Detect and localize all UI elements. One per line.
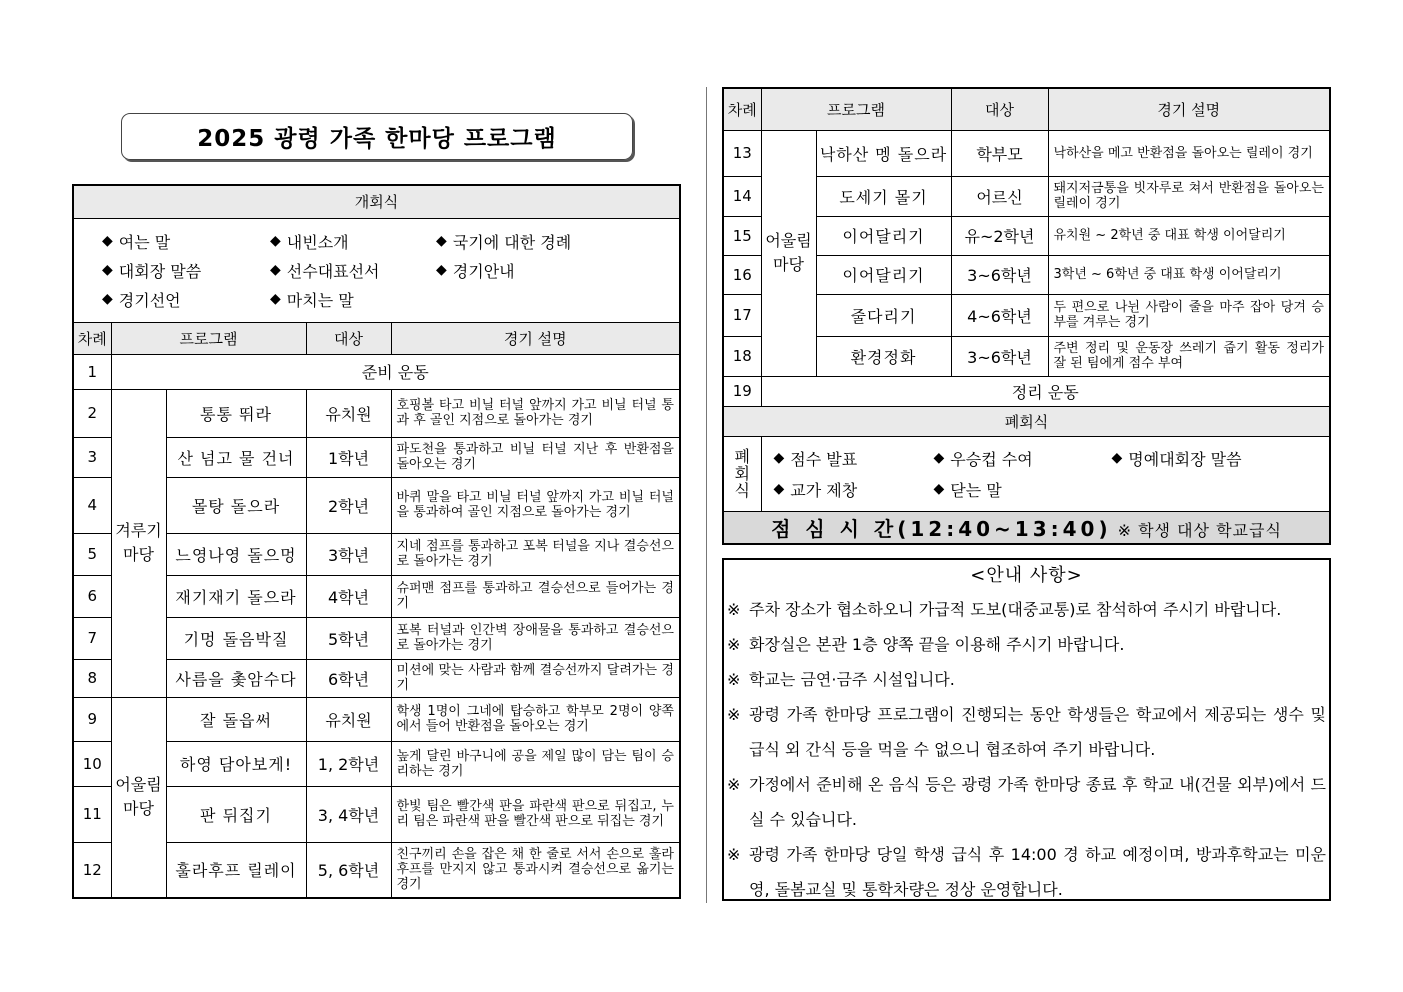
program-name: 산 넘고 물 건너: [166, 437, 306, 477]
target-group: 4~6학년: [951, 294, 1048, 336]
col-header-order: 차례: [73, 322, 111, 354]
program-name: 낙하산 멩 돌으라: [816, 130, 951, 176]
opening-heading: 개회식: [73, 185, 680, 218]
row-number: 6: [73, 575, 111, 617]
diamond-icon: ◆: [102, 262, 113, 278]
row-number: 17: [723, 294, 761, 336]
lunch-banner: [723, 511, 1330, 544]
diamond-icon: ◆: [933, 450, 945, 466]
cooldown-label: 정리 운동: [761, 376, 1330, 406]
game-description: 포복 터널과 인간벽 장애물을 통과하고 결승선으로 돌아가는 경기: [391, 617, 680, 659]
program-name: 몰탕 돌으라: [166, 477, 306, 533]
column-divider: [706, 87, 707, 903]
closing-heading: 폐회식: [723, 406, 1330, 436]
opening-item: ◆ 선수대표선서: [270, 261, 380, 281]
game-description: 호핑볼 타고 비닐 터널 앞까지 가고 비닐 터널 통과 후 골인 지점으로 돌아가는 경기: [391, 389, 680, 437]
closing-item: ◆ 교가 제창: [773, 480, 858, 500]
closing-item: ◆ 우승컵 수여: [933, 449, 1033, 469]
notice-item: ※ 광령 가족 한마당 프로그램이 진행되는 동안 학생들은 학교에서 제공되는 생수 및 급식 외 간식 등을 먹을 수 없으니 협조하여 주기 바랍니다.: [727, 705, 1326, 759]
opening-heading-row: [73, 185, 680, 218]
col-header-description: 경기 설명: [1048, 88, 1330, 130]
group-label-gyeorugi: 겨루기 마당: [111, 389, 166, 697]
closing-items: [761, 436, 1330, 511]
notice-item: ※ 가정에서 준비해 온 음식 등은 광령 가족 한마당 종료 후 학교 내(건물 외부)에서 드실 수 있습니다.: [727, 775, 1326, 829]
opening-item: ◆ 여는 말: [102, 232, 171, 252]
program-name: 이어달리기: [816, 216, 951, 255]
diamond-icon: ◆: [933, 481, 945, 497]
notice-item: ※ 광령 가족 한마당 당일 학생 급식 후 14:00 경 하교 예정이며, 방과후학교는 미운영, 돌봄교실 및 통학차량은 정상 운영합니다.: [727, 845, 1326, 899]
row-number: 14: [723, 176, 761, 216]
diamond-icon: ◆: [270, 291, 281, 307]
game-description: 슈퍼맨 점프를 통과하고 결승선으로 들어가는 경기: [391, 575, 680, 617]
row-number: 5: [73, 533, 111, 575]
game-description: 한빛 팀은 빨간색 판을 파란색 판으로 뒤집고, 누리 팀은 파란색 판을 빨간색 판으로 뒤집는 경기: [391, 786, 680, 842]
target-group: 5, 6학년: [306, 842, 391, 898]
column-header-row: [723, 88, 1330, 130]
target-group: 어르신: [951, 176, 1048, 216]
program-name: 판 뒤집기: [166, 786, 306, 842]
closing-heading-row: [723, 406, 1330, 436]
row-number: 19: [723, 376, 761, 406]
opening-item: ◆ 국기에 대한 경례: [436, 232, 572, 252]
game-description: 미션에 맞는 사람과 함께 결승선까지 달려가는 경기: [391, 659, 680, 697]
target-group: 2학년: [306, 477, 391, 533]
row-number: 15: [723, 216, 761, 255]
row-number: 8: [73, 659, 111, 697]
row-number: 2: [73, 389, 111, 437]
target-group: 5학년: [306, 617, 391, 659]
row-number: 10: [73, 741, 111, 786]
game-description: 낙하산을 메고 반환점을 돌아오는 릴레이 경기: [1048, 130, 1330, 176]
diamond-icon: ◆: [270, 262, 281, 278]
target-group: 3학년: [306, 533, 391, 575]
program-table-right: [722, 87, 1331, 545]
table-row: [73, 697, 680, 741]
game-description: 유치원 ~ 2학년 중 대표 학생 이어달리기: [1048, 216, 1330, 255]
program-name: 환경정화: [816, 336, 951, 376]
game-description: 지네 점프를 통과하고 포복 터널을 지나 결승선으로 돌아가는 경기: [391, 533, 680, 575]
program-name: 줄다리기: [816, 294, 951, 336]
diamond-icon: ◆: [436, 262, 447, 278]
col-header-description: 경기 설명: [391, 322, 680, 354]
target-group: 3~6학년: [951, 336, 1048, 376]
diamond-icon: ◆: [436, 233, 447, 249]
diamond-icon: ◆: [102, 291, 113, 307]
closing-items-row: [723, 436, 1330, 511]
game-description: 친구끼리 손을 잡은 채 한 줄로 서서 손으로 훌라후프를 만지지 않고 통과시켜 결승선으로 옮기는 경기: [391, 842, 680, 898]
program-name: 훌라후프 릴레이: [166, 842, 306, 898]
opening-item: ◆ 경기선언: [102, 290, 181, 310]
warmup-label: 준비 운동: [111, 354, 680, 389]
lunch-note: ※ 학생 대상 학교급식: [1117, 520, 1282, 540]
notice-title: <안내 사항>: [970, 565, 1083, 586]
program-name: 이어달리기: [816, 255, 951, 294]
program-name: 도세기 몰기: [816, 176, 951, 216]
target-group: 4학년: [306, 575, 391, 617]
program-name: 잘 돌읍써: [166, 697, 306, 741]
game-description: 파도천을 통과하고 비닐 터널 지난 후 반환점을 돌아오는 경기: [391, 437, 680, 477]
page-title: 2025 광령 가족 한마당 프로그램: [121, 113, 633, 160]
col-header-program: 프로그램: [761, 88, 951, 130]
program-table-left: [72, 184, 681, 899]
col-header-program: 프로그램: [111, 322, 306, 354]
table-row: [73, 354, 680, 389]
table-row: [723, 130, 1330, 176]
row-number: 7: [73, 617, 111, 659]
diamond-icon: ◆: [102, 233, 113, 249]
target-group: 학부모: [951, 130, 1048, 176]
game-description: 돼지저금통을 빗자루로 쳐서 반환점을 돌아오는 릴레이 경기: [1048, 176, 1330, 216]
row-number: 4: [73, 477, 111, 533]
col-header-target: 대상: [951, 88, 1048, 130]
game-description: 3학년 ~ 6학년 중 대표 학생 이어달리기: [1048, 255, 1330, 294]
row-number: 1: [73, 354, 111, 389]
closing-item: ◆ 점수 발표: [773, 449, 858, 469]
target-group: 3~6학년: [951, 255, 1048, 294]
diamond-icon: ◆: [1111, 450, 1123, 466]
target-group: 3, 4학년: [306, 786, 391, 842]
notice-box: [722, 558, 1331, 901]
diamond-icon: ◆: [773, 450, 785, 466]
opening-item: ◆ 마치는 말: [270, 290, 354, 310]
row-number: 9: [73, 697, 111, 741]
target-group: 1학년: [306, 437, 391, 477]
opening-items: [73, 218, 680, 322]
group-label-eoullim: 어울림 마당: [111, 697, 166, 898]
col-header-target: 대상: [306, 322, 391, 354]
game-description: 높게 달린 바구니에 공을 제일 많이 담는 팀이 승리하는 경기: [391, 741, 680, 786]
row-number: 11: [73, 786, 111, 842]
opening-items-row: [73, 218, 680, 322]
game-description: 두 편으로 나뉜 사람이 줄을 마주 잡아 당겨 승부를 겨루는 경기: [1048, 294, 1330, 336]
table-row: [73, 389, 680, 437]
program-name: 느영나영 돌으멍: [166, 533, 306, 575]
row-number: 13: [723, 130, 761, 176]
row-number: 18: [723, 336, 761, 376]
column-header-row: [73, 322, 680, 354]
table-row: [723, 376, 1330, 406]
notice-item: ※ 학교는 금연·금주 시설입니다.: [727, 670, 955, 689]
program-name: 기멍 돌음박질: [166, 617, 306, 659]
closing-item: ◆ 명예대회장 말씀: [1111, 449, 1242, 469]
lunch-title: 점 심 시 간(12:40~13:40): [771, 516, 1112, 541]
game-description: 바퀴 말을 타고 비닐 터널 앞까지 가고 비닐 터널을 통과하여 골인 지점으로 돌아가는 경기: [391, 477, 680, 533]
opening-item: ◆ 대회장 말씀: [102, 261, 202, 281]
target-group: 유치원: [306, 389, 391, 437]
closing-item: ◆ 닫는 말: [933, 480, 1002, 500]
diamond-icon: ◆: [270, 233, 281, 249]
game-description: 주변 정리 및 운동장 쓰레기 줍기 활동 정리가 잘 된 팀에게 점수 부여: [1048, 336, 1330, 376]
target-group: 유치원: [306, 697, 391, 741]
diamond-icon: ◆: [773, 481, 785, 497]
game-description: 학생 1명이 그네에 탑승하고 학부모 2명이 양쪽에서 들어 반환점을 돌아오는 경기: [391, 697, 680, 741]
row-number: 3: [73, 437, 111, 477]
program-name: 재기재기 돌으라: [166, 575, 306, 617]
target-group: 1, 2학년: [306, 741, 391, 786]
lunch-row: [723, 511, 1330, 544]
closing-side-label: 폐 회 식: [723, 436, 761, 511]
notice-item: ※ 화장실은 본관 1층 양쪽 끝을 이용해 주시기 바랍니다.: [727, 635, 1125, 654]
program-name: 통통 뛰라: [166, 389, 306, 437]
row-number: 12: [73, 842, 111, 898]
row-number: 16: [723, 255, 761, 294]
opening-item: ◆ 경기안내: [436, 261, 515, 281]
opening-item: ◆ 내빈소개: [270, 232, 349, 252]
target-group: 6학년: [306, 659, 391, 697]
col-header-order: 차례: [723, 88, 761, 130]
notice-item: ※ 주차 장소가 협소하오니 가급적 도보(대중교통)로 참석하여 주시기 바랍니다.: [727, 600, 1282, 619]
target-group: 유~2학년: [951, 216, 1048, 255]
program-name: 하영 담아보게!: [166, 741, 306, 786]
group-label-eoullim-right: 어울림 마당: [761, 130, 816, 376]
program-name: 사름을 촟암수다: [166, 659, 306, 697]
